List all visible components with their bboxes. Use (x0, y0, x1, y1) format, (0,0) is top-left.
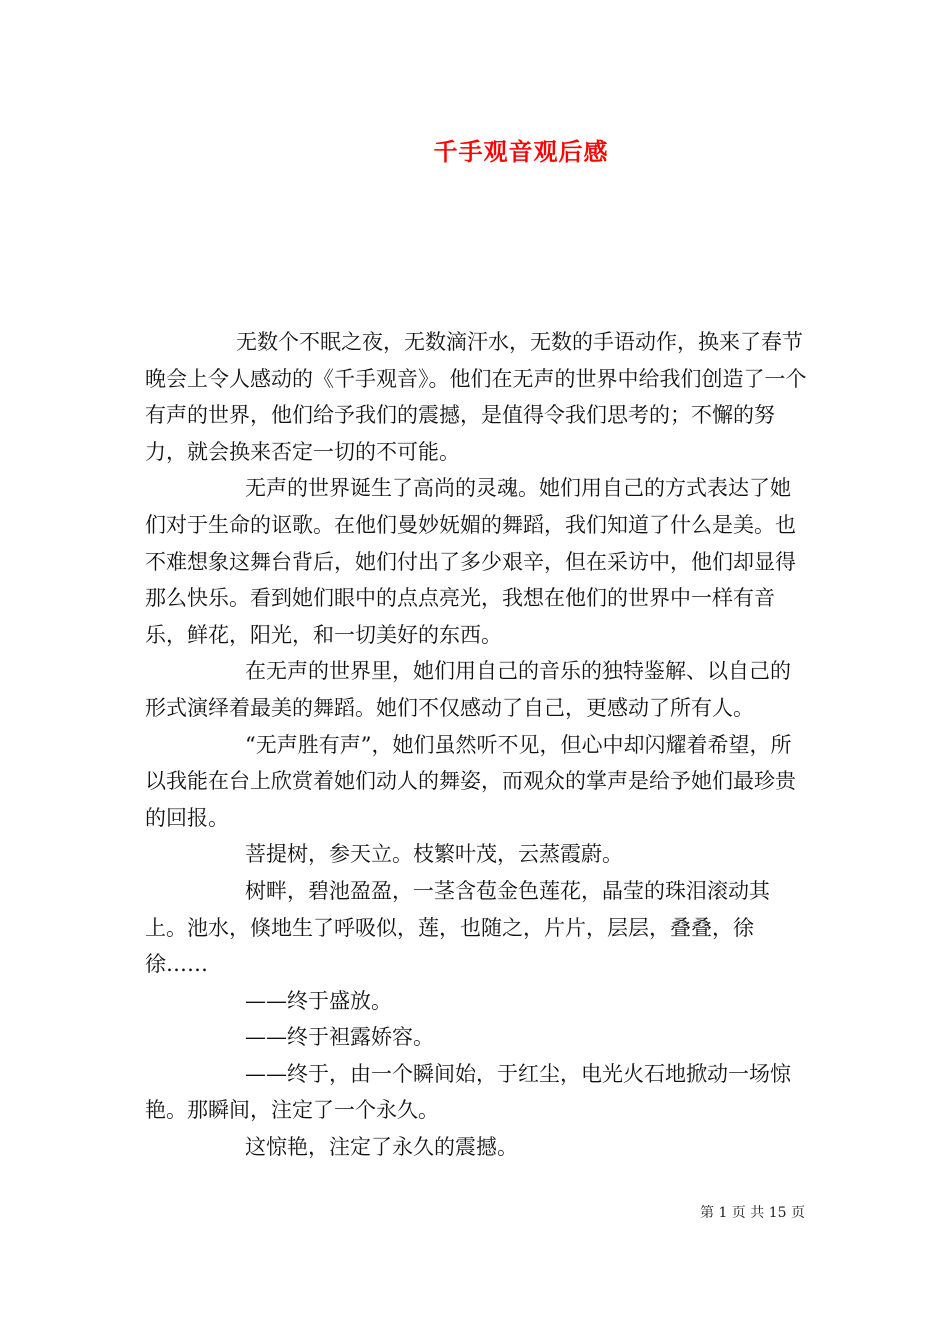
paragraph-8: ——终于袒露娇容。 (245, 1025, 434, 1050)
paragraph-3: 在无声的世界里，她们用自己的音乐的独特鉴解、以自己的形式演绎着最美的舞蹈。她们不仅感动了自己，更感动了所有人。 (145, 659, 791, 720)
paragraph-4: “无声胜有声”，她们虽然听不见，但心中却闪耀着希望，所以我能在台上欣赏着她们动人的舞姿，而观众的掌声是给予她们最珍贵的回报。 (145, 732, 796, 830)
paragraph-5: 菩提树，参天立。枝繁叶茂，云蒸霞蔚。 (245, 842, 623, 867)
paragraph-10: 这惊艳，注定了永久的震撼。 (245, 1135, 518, 1160)
paragraph-6: 树畔，碧池盈盈，一茎含苞金色莲花，晶莹的珠泪滚动其上。池水，倏地生了呼吸似，莲，也随之，片片，层层，叠叠，徐徐…… (145, 878, 770, 977)
paragraph-7: ——终于盛放。 (245, 988, 392, 1013)
paragraph-9: ——终于，由一个瞬间始，于红尘，电光火石地掀动一场惊艳。那瞬间，注定了一个永久。 (145, 1061, 791, 1123)
page-number-footer: 第 1 页 共 15 页 (700, 1205, 805, 1221)
document-body (145, 324, 810, 1166)
paragraph-1: 无数个不眠之夜，无数滴汗水，无数的手语动作，换来了春节晚会上令人感动的《千手观音》。他们在无声的世界中给我们创造了一个有声的世界，他们给予我们的震撼，是值得令我们思考的；不懈的努力，就会换来否定一切的不可能。 (145, 330, 807, 464)
paragraph-2: 无声的世界诞生了高尚的灵魂。她们用自己的方式表达了她们对于生命的讴歌。在他们曼妙妩媚的舞蹈，我们知道了什么是美。也不难想象这舞台背后，她们付出了多少艰辛，但在采访中，他们却显得那么快乐。看到她们眼中的点点亮光，我想在他们的世界中一样有音乐，鲜花，阳光，和一切美好的东西。 (145, 476, 796, 647)
document-title: 千手观音观后感 (433, 137, 609, 166)
